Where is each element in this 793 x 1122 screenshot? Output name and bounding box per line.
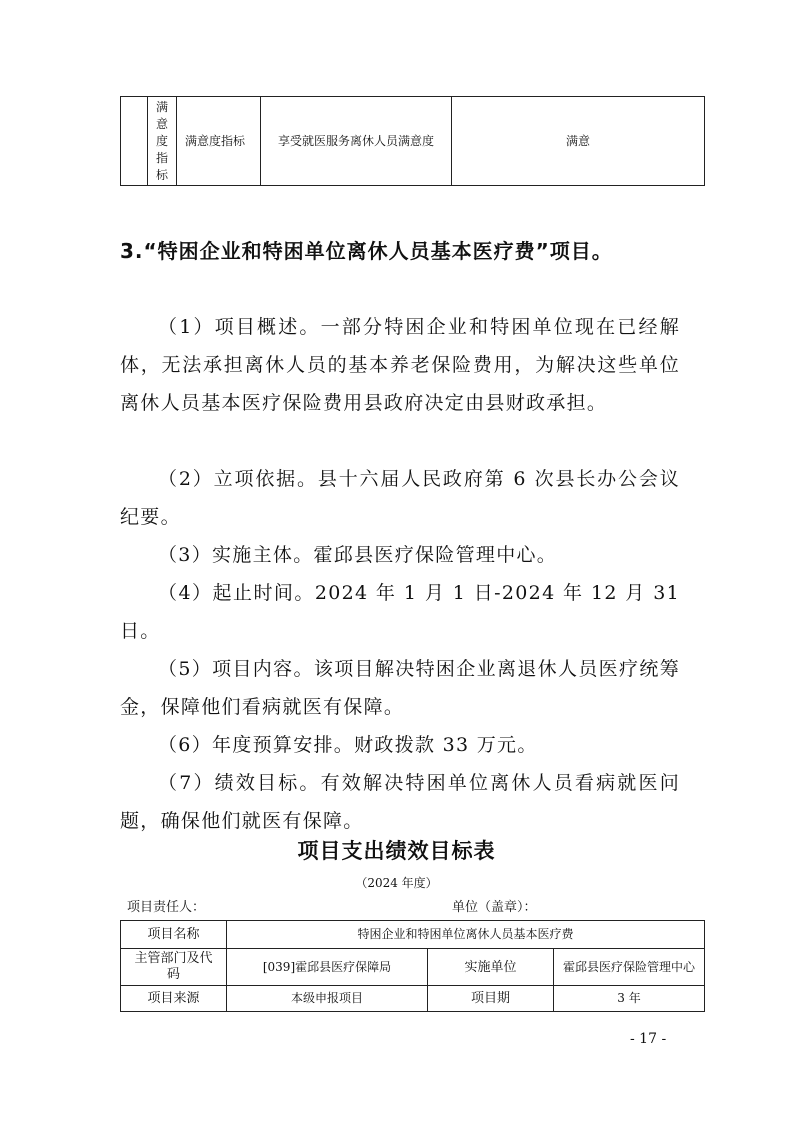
perf-table-title: 项目支出绩效目标表 — [297, 839, 496, 863]
table-row — [121, 986, 705, 1012]
row-value: 本级申报项目 — [227, 986, 428, 1012]
row-label: 主管部门及代码 — [121, 949, 227, 986]
responsible-label: 项目责任人： — [127, 900, 206, 915]
row-value: 特困企业和特困单位离休人员基本医疗费 — [227, 921, 705, 949]
row-label: 项目来源 — [121, 986, 227, 1012]
paragraph-period: （4）起止时间。2024 年 1 月 1 日-2024 年 12 月 31 日。 — [120, 582, 680, 642]
row-value: [039]霍邱县医疗保障局 — [227, 949, 428, 986]
paragraph-overview: （1）项目概述。一部分特困企业和特困单位现在已经解体，无法承担离休人员的基本养老保险费用，为解决这些单位离休人员基本医疗保险费用县政府决定由县财政承担。 — [120, 316, 680, 414]
top-table-category-text: 满意度指标 — [155, 99, 168, 182]
top-table-item-text: 享受就医服务离休人员满意度 — [277, 133, 434, 148]
perf-table — [120, 920, 705, 1012]
top-table-category-cell — [148, 97, 177, 186]
table-row — [121, 921, 705, 949]
top-table-item-cell — [261, 97, 452, 186]
paragraph-basis: （2）立项依据。县十六届人民政府第 6 次县长办公会议纪要。 — [120, 468, 680, 528]
row-label: 项目名称 — [121, 921, 227, 949]
top-continuation-table — [120, 96, 705, 186]
row-value-2: 霍邱县医疗保险管理中心 — [554, 949, 705, 986]
paragraph-implementer: （3）实施主体。霍邱县医疗保险管理中心。 — [158, 544, 558, 566]
paragraph-content: （5）项目内容。该项目解决特困企业离退休人员医疗统筹金，保障他们看病就医有保障。 — [120, 658, 680, 718]
paragraph-budget: （6）年度预算安排。财政拨款 33 万元。 — [158, 734, 538, 756]
row-value-2: 3 年 — [554, 986, 705, 1012]
top-table-empty-cell — [121, 97, 148, 186]
row-label-2: 实施单位 — [428, 949, 554, 986]
top-table-value-text: 满意 — [565, 133, 590, 148]
unit-label: 单位（盖章）： — [452, 900, 537, 915]
top-table-indicator-text: 满意度指标 — [185, 134, 246, 148]
top-table-indicator-cell — [177, 97, 261, 186]
page-number: - 17 - — [630, 1031, 667, 1047]
top-table-value-cell — [452, 97, 705, 186]
table-row — [121, 949, 705, 986]
perf-table-year: （2024 年度） — [355, 876, 438, 890]
paragraph-goal: （7）绩效目标。有效解决特困单位离休人员看病就医问题，确保他们就医有保障。 — [120, 772, 680, 832]
row-label-2: 项目期 — [428, 986, 554, 1012]
section-heading: 3.“特困企业和特困单位离休人员基本医疗费”项目。 — [120, 239, 613, 263]
